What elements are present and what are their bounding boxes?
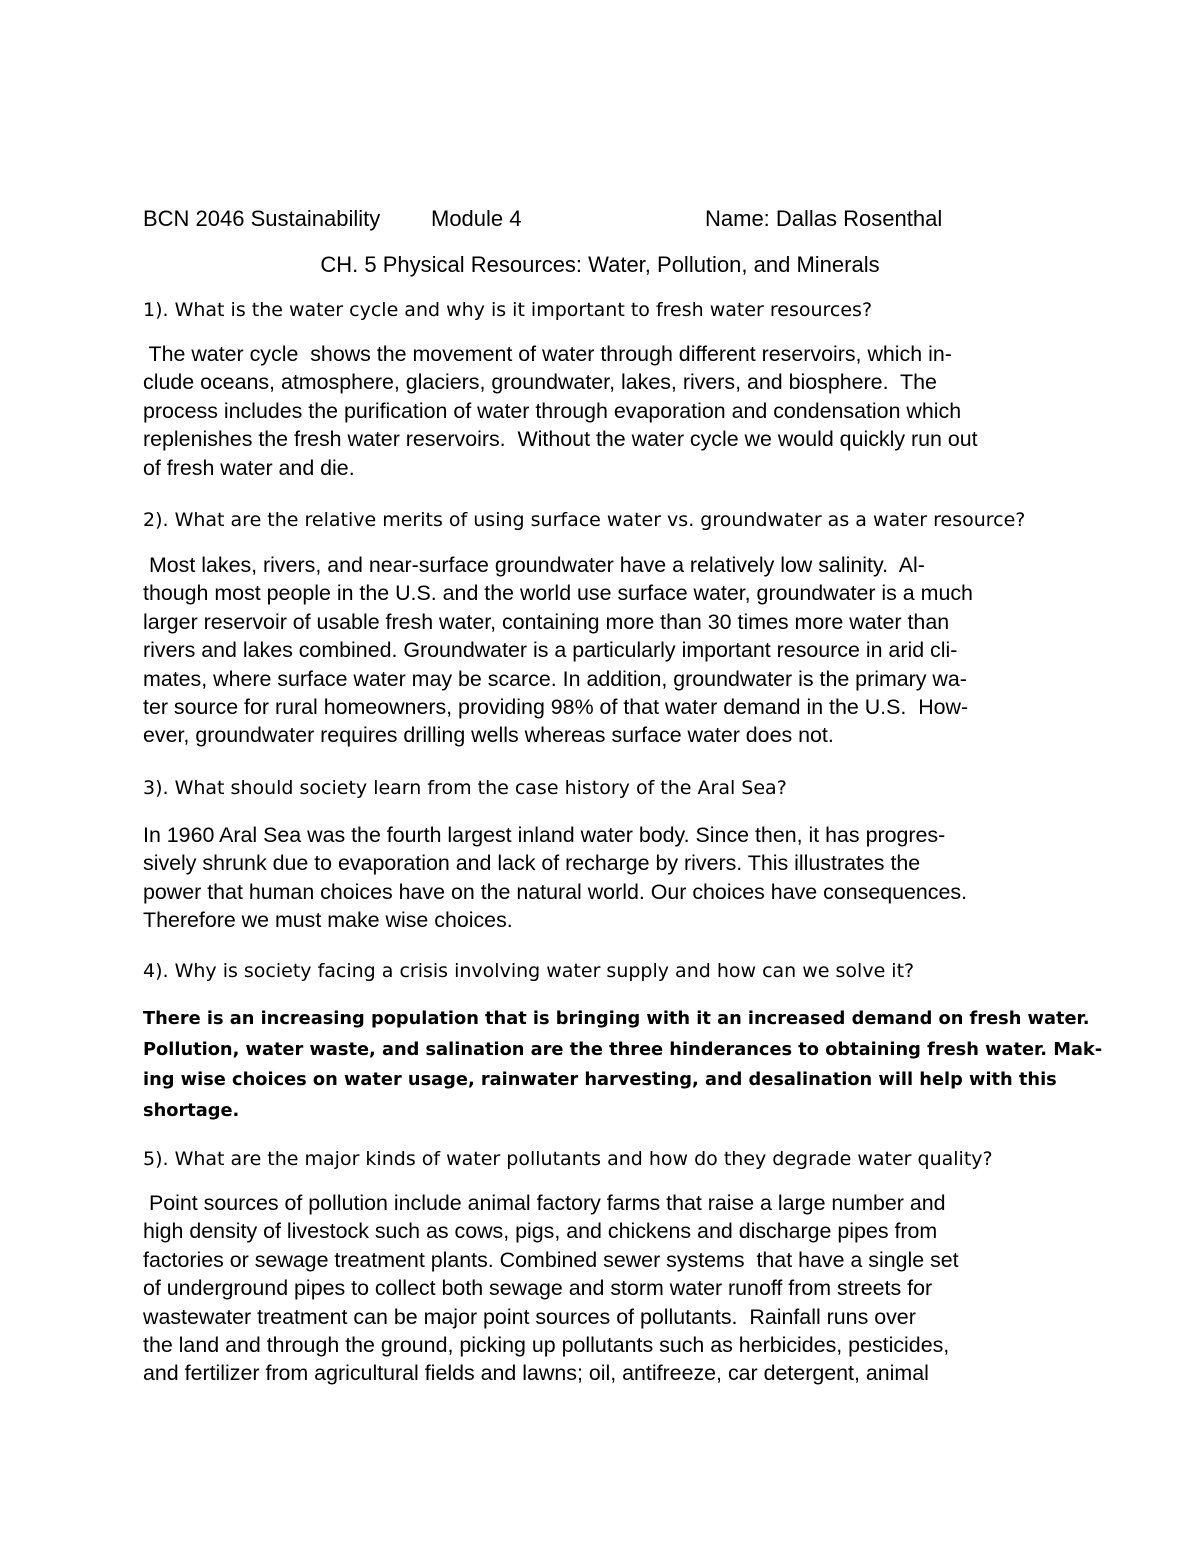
answer-1 bbox=[143, 340, 1103, 482]
question-2: 2). What are the relative merits of using surface water vs. groundwater as a water resource? bbox=[143, 509, 1026, 531]
answer-line: rivers and lakes combined. Groundwater is a particularly important resource in arid cli- bbox=[143, 638, 958, 663]
module-label: Module 4 bbox=[431, 206, 522, 231]
answer-line: the land and through the ground, picking up pollutants such as herbicides, pesticides, bbox=[143, 1333, 950, 1358]
question-3: 3). What should society learn from the case history of the Aral Sea? bbox=[143, 777, 787, 799]
answer-line: There is an increasing population that is bringing with it an increased demand on fresh water. bbox=[143, 1008, 1090, 1029]
answer-line: factories or sewage treatment plants. Combined sewer systems that have a single set bbox=[143, 1247, 959, 1272]
answer-2 bbox=[143, 551, 1103, 750]
answer-5 bbox=[143, 1189, 1103, 1388]
answer-line: Therefore we must make wise choices. bbox=[143, 908, 513, 933]
answer-4 bbox=[143, 1004, 1103, 1126]
answer-line: ing wise choices on water usage, rainwater harvesting, and desalination will help with this bbox=[143, 1069, 1057, 1090]
chapter-title: CH. 5 Physical Resources: Water, Pollution, and Minerals bbox=[320, 252, 880, 277]
answer-line: ter source for rural homeowners, providing 98% of that water demand in the U.S. How- bbox=[143, 695, 969, 720]
answer-line: Pollution, water waste, and salination are the three hinderances to obtaining fresh water. Mak- bbox=[143, 1038, 1103, 1060]
answer-line: Most lakes, rivers, and near-surface groundwater have a relatively low salinity. Al- bbox=[143, 553, 925, 577]
answer-line: wastewater treatment can be major point sources of pollutants. Rainfall runs over bbox=[143, 1304, 916, 1329]
answer-line: shortage. bbox=[143, 1099, 240, 1121]
answer-line: of fresh water and die. bbox=[143, 455, 355, 480]
answer-line: high density of livestock such as cows, pigs, and chickens and discharge pipes from bbox=[143, 1219, 938, 1244]
course-title: BCN 2046 Sustainability bbox=[143, 206, 381, 231]
answer-3 bbox=[143, 821, 1103, 935]
answer-line: and fertilizer from agricultural fields and lawns; oil, antifreeze, car detergent, animal bbox=[143, 1361, 929, 1386]
student-name: Name: Dallas Rosenthal bbox=[705, 206, 943, 231]
answer-line: Point sources of pollution include animal factory farms that raise a large number and bbox=[143, 1191, 946, 1215]
answer-line: of underground pipes to collect both sewage and storm water runoff from streets for bbox=[143, 1276, 933, 1301]
document-header bbox=[143, 204, 1103, 234]
answer-line: power that human choices have on the natural world. Our choices have consequences. bbox=[143, 879, 968, 904]
answer-line: The water cycle shows the movement of water through different reservoirs, which in- bbox=[143, 342, 952, 366]
answer-line: mates, where surface water may be scarce. In addition, groundwater is the primary wa- bbox=[143, 666, 967, 691]
answer-line: replenishes the fresh water reservoirs. Without the water cycle we would quickly run out bbox=[143, 427, 978, 452]
answer-line: In 1960 Aral Sea was the fourth largest inland water body. Since then, it has progres- bbox=[143, 823, 946, 847]
question-4: 4). Why is society facing a crisis involving water supply and how can we solve it? bbox=[143, 960, 915, 982]
answer-line: sively shrunk due to evaporation and lack of recharge by rivers. This illustrates the bbox=[143, 851, 921, 876]
answer-line: though most people in the U.S. and the world use surface water, groundwater is a much bbox=[143, 581, 973, 606]
answer-line: larger reservoir of usable fresh water, containing more than 30 times more water than bbox=[143, 609, 950, 634]
question-5: 5). What are the major kinds of water pollutants and how do they degrade water quality? bbox=[143, 1148, 993, 1170]
answer-line: process includes the purification of water through evaporation and condensation which bbox=[143, 398, 962, 423]
answer-line: clude oceans, atmosphere, glaciers, groundwater, lakes, rivers, and biosphere. The bbox=[143, 370, 937, 395]
question-1: 1). What is the water cycle and why is it important to fresh water resources? bbox=[143, 299, 873, 321]
answer-line: ever, groundwater requires drilling wells whereas surface water does not. bbox=[143, 723, 834, 748]
